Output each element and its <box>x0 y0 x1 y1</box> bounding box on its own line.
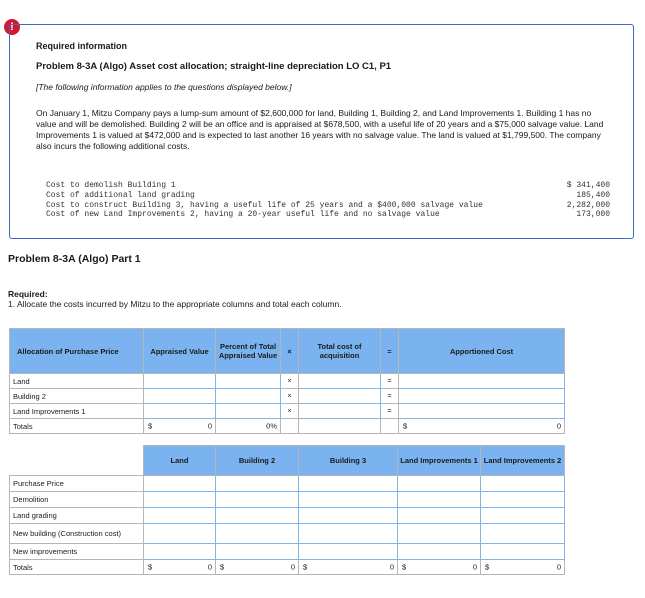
table-row <box>10 404 565 419</box>
equals-operator: = <box>381 389 399 404</box>
percent-input[interactable] <box>216 404 281 419</box>
land-improvements-2-input[interactable] <box>481 492 565 508</box>
blank-cell <box>281 419 299 434</box>
total-value: 0 <box>207 421 212 431</box>
table-row <box>10 492 565 508</box>
building-3-input[interactable] <box>299 492 398 508</box>
additional-costs-list <box>46 181 610 220</box>
required-text: 1. Allocate the costs incurred by Mitzu to the appropriate columns and total each column. <box>8 299 342 309</box>
header-building-3: Building 3 <box>299 446 398 476</box>
cost-row <box>46 201 610 211</box>
total-value: 0 <box>472 562 477 572</box>
table-row <box>10 508 565 524</box>
building-2-input[interactable] <box>216 544 299 560</box>
header-land-improvements-1: Land Improvements 1 <box>398 446 481 476</box>
appraised-input[interactable] <box>144 404 216 419</box>
header-times: × <box>281 329 299 374</box>
cost-row <box>46 191 610 201</box>
header-land-improvements-2: Land Improvements 2 <box>481 446 565 476</box>
cost-amount: 173,000 <box>576 210 610 220</box>
part-title: Problem 8-3A (Algo) Part 1 <box>8 253 141 265</box>
dollar-sign: $ <box>402 562 407 572</box>
header-appraised-value: Appraised Value <box>144 329 216 374</box>
blank-header <box>10 446 144 476</box>
totals-label: Totals <box>10 419 144 434</box>
building-2-input[interactable] <box>216 508 299 524</box>
blank-cell <box>299 419 381 434</box>
total-cost-input[interactable] <box>299 389 381 404</box>
table-row <box>10 524 565 544</box>
row-label: Land Improvements 1 <box>10 404 144 419</box>
total-value: 0 <box>290 562 295 572</box>
total-cost-input[interactable] <box>299 404 381 419</box>
cost-label: Cost to construct Building 3, having a useful life of 25 years and a $400,000 salvage value <box>46 200 483 210</box>
percent-total <box>216 419 281 434</box>
totals-row <box>10 560 565 575</box>
header-allocation: Allocation of Purchase Price <box>10 329 144 374</box>
totals-label: Totals <box>10 560 144 575</box>
building-2-input[interactable] <box>216 524 299 544</box>
header-total-cost: Total cost of acquisition <box>299 329 381 374</box>
land-improvements-2-input[interactable] <box>481 524 565 544</box>
problem-heading: Problem 8-3A (Algo) Asset cost allocation; straight-line depreciation LO C1, P1 <box>36 61 392 72</box>
building-3-input[interactable] <box>299 544 398 560</box>
cost-label: Cost to demolish Building 1 <box>46 181 176 190</box>
appraised-total <box>144 419 216 434</box>
land-improvements-1-input[interactable] <box>398 524 481 544</box>
land-improvements-1-input[interactable] <box>398 476 481 492</box>
header-percent-total: Percent of Total Appraised Value <box>216 329 281 374</box>
dollar-sign: $ <box>220 562 225 572</box>
cost-label: Cost of additional land grading <box>46 190 195 200</box>
dollar-sign: $ <box>403 421 408 431</box>
problem-description: On January 1, Mitzu Company pays a lump-sum amount of $2,600,000 for land, Building 1, Building 2, and Land Improvements 1. Building 1 has no value and will be demolished. Building 2 will be an office and is appraised at $678,500, with a useful life of 20 years and a $75,000 salvage value. Land Improvements 1 is valued at $472,000 and is expected to last another 16 years with no salvage value. The land is valued at $1,799,500. The company also incurs the following additional costs. <box>36 108 604 151</box>
cost-row <box>46 210 610 220</box>
building-2-input[interactable] <box>216 492 299 508</box>
land-improvements-2-input[interactable] <box>481 476 565 492</box>
land-improvements-2-input[interactable] <box>481 508 565 524</box>
land-total <box>144 560 216 575</box>
land-input[interactable] <box>144 492 216 508</box>
row-label: Demolition <box>10 492 144 508</box>
dollar-sign: $ <box>148 421 153 431</box>
required-information-panel <box>9 24 634 239</box>
cost-amount: $ 341,400 <box>566 181 610 190</box>
row-label: Building 2 <box>10 389 144 404</box>
apportioned-input[interactable] <box>399 404 565 419</box>
blank-cell <box>381 419 399 434</box>
times-operator: × <box>281 374 299 389</box>
header-building-2: Building 2 <box>216 446 299 476</box>
dollar-sign: $ <box>485 562 490 572</box>
info-title: Required information <box>36 41 128 51</box>
building-3-input[interactable] <box>299 508 398 524</box>
building-2-input[interactable] <box>216 476 299 492</box>
dollar-sign: $ <box>148 562 153 572</box>
times-operator: × <box>281 389 299 404</box>
cost-row <box>46 181 610 191</box>
row-label: New building (Construction cost) <box>10 524 144 544</box>
required-label: Required: <box>8 289 48 299</box>
cost-label: Cost of new Land Improvements 2, having a 20-year useful life and no salvage value <box>46 210 440 220</box>
percent-input[interactable] <box>216 389 281 404</box>
building-2-total <box>216 560 299 575</box>
land-input[interactable] <box>144 524 216 544</box>
appraised-input[interactable] <box>144 374 216 389</box>
apportioned-input[interactable] <box>399 389 565 404</box>
land-improvements-2-total <box>481 560 565 575</box>
table-row <box>10 389 565 404</box>
row-label: Land <box>10 374 144 389</box>
cost-amount: 2,282,000 <box>566 200 610 210</box>
dollar-sign: $ <box>303 562 308 572</box>
total-value: 0% <box>266 421 277 431</box>
percent-input[interactable] <box>216 374 281 389</box>
land-improvements-1-total <box>398 560 481 575</box>
times-operator: × <box>281 404 299 419</box>
row-label: New improvements <box>10 544 144 560</box>
building-3-input[interactable] <box>299 524 398 544</box>
allocation-table <box>9 328 565 434</box>
total-cost-input[interactable] <box>299 374 381 389</box>
land-input[interactable] <box>144 508 216 524</box>
table-row <box>10 374 565 389</box>
equals-operator: = <box>381 374 399 389</box>
totals-row <box>10 419 565 434</box>
table-row <box>10 544 565 560</box>
land-input[interactable] <box>144 476 216 492</box>
building-3-total <box>299 560 398 575</box>
land-improvements-1-input[interactable] <box>398 492 481 508</box>
info-note: [The following information applies to the questions displayed below.] <box>36 82 292 92</box>
land-improvements-2-input[interactable] <box>481 544 565 560</box>
row-label: Purchase Price <box>10 476 144 492</box>
equals-operator: = <box>381 404 399 419</box>
apportioned-total <box>399 419 565 434</box>
cost-columns-table <box>9 445 565 575</box>
header-land: Land <box>144 446 216 476</box>
total-value: 0 <box>389 562 394 572</box>
row-label: Land grading <box>10 508 144 524</box>
alert-icon: ! <box>4 19 20 35</box>
appraised-input[interactable] <box>144 389 216 404</box>
land-improvements-1-input[interactable] <box>398 508 481 524</box>
land-input[interactable] <box>144 544 216 560</box>
header-equals: = <box>381 329 399 374</box>
table-row <box>10 476 565 492</box>
cost-amount: 185,400 <box>576 190 610 200</box>
land-improvements-1-input[interactable] <box>398 544 481 560</box>
header-apportioned-cost: Apportioned Cost <box>399 329 565 374</box>
apportioned-input[interactable] <box>399 374 565 389</box>
total-value: 0 <box>556 562 561 572</box>
total-value: 0 <box>556 421 561 431</box>
total-value: 0 <box>207 562 212 572</box>
building-3-input[interactable] <box>299 476 398 492</box>
